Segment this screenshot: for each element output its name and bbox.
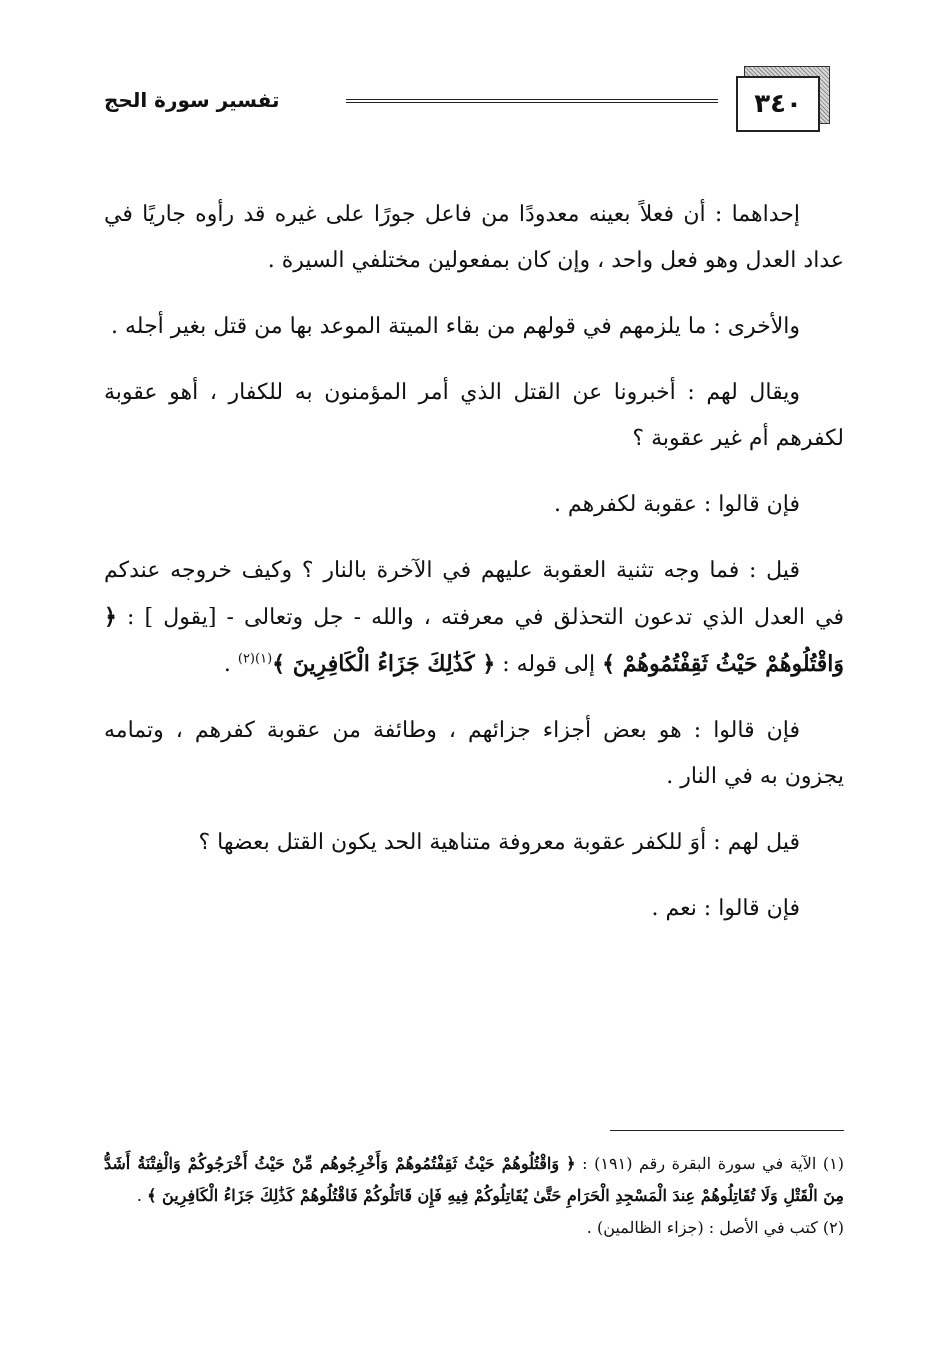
page-number: ٣٤٠ — [736, 76, 820, 132]
header-rule — [346, 99, 718, 103]
footnotes — [104, 1148, 844, 1244]
footnote-separator — [610, 1130, 844, 1131]
paragraph-5 — [104, 548, 844, 688]
quran-verse-2: ﴿ كَذَٰلِكَ جَزَاءُ الْكَافِرِينَ ﴾ — [272, 651, 496, 677]
page-number-box — [740, 66, 830, 128]
footnote-marks: (١)(٢) — [237, 651, 273, 667]
footnote-1-label: (١) الآية في سورة البقرة رقم (١٩١) : — [582, 1154, 845, 1173]
running-title: تفسير سورة الحج — [104, 88, 280, 112]
paragraph-5-text-start: قيل : فما وجه تثنية العقوبة عليهم في الآخرة بالنار ؟ وكيف خروجه عندكم في العدل الذي تدعون التحذلق في معرفته ، والله - جل وتعالى - [يقول ] : — [104, 558, 844, 630]
paragraph-5-end: . — [223, 652, 231, 677]
quran-verse-1: ﴿ وَاقْتُلُوهُمْ حَيْثُ ثَقِفْتُمُوهُمْ ﴾ — [104, 604, 844, 677]
footnote-1-end: . — [136, 1186, 142, 1205]
footnote-2: (٢) كتب في الأصل : (جزاء الظالمين) . — [586, 1218, 844, 1237]
paragraph-4: فإن قالوا : عقوبة لكفرهم . — [553, 492, 800, 517]
footnote-1-verse: ﴿ وَاقْتُلُوهُمْ حَيْثُ ثَقِفْتُمُوهُمْ وَأَخْرِجُوهُم مِّنْ حَيْثُ أَخْرَجُوكُمْ وَالْفِتْنَةُ أَشَدُّ مِنَ الْقَتْلِ وَلَا تُقَاتِلُوهُمْ عِندَ الْمَسْجِدِ الْحَرَامِ حَتَّىٰ يُقَاتِلُوكُمْ فِيهِ فَإِن قَاتَلُوكُمْ فَاقْتُلُوهُمْ كَذَٰلِكَ جَزَاءُ الْكَافِرِينَ ﴾ — [104, 1154, 844, 1205]
paragraph-6: فإن قالوا : هو بعض أجزاء جزائهم ، وطائفة من عقوبة كفرهم ، وتمامه يجزون به في النار . — [104, 718, 844, 789]
paragraph-5-text-mid: إلى قوله : — [502, 652, 596, 677]
paragraph-7: قيل لهم : أوَ للكفر عقوبة معروفة متناهية الحد يكون القتل بعضها ؟ — [198, 830, 800, 855]
main-text — [104, 192, 844, 952]
paragraph-3: ويقال لهم : أخبرونا عن القتل الذي أمر المؤمنون به للكفار ، أهو عقوبة لكفرهم أم غير عقوبة ؟ — [104, 380, 844, 451]
footnote-1 — [104, 1148, 844, 1212]
page-header — [104, 62, 830, 132]
paragraph-1: إحداهما : أن فعلاً بعينه معدودًا من فاعل جورًا على غيره قد رأوه جاريًا في عداد العدل وهو فعل واحد ، وإن كان بمفعولين مختلفي السيرة . — [104, 202, 844, 273]
paragraph-2: والأخرى : ما يلزمهم في قولهم من بقاء الميتة الموعد بها من قتل بغير أجله . — [111, 314, 800, 339]
paragraph-8: فإن قالوا : نعم . — [651, 896, 800, 921]
